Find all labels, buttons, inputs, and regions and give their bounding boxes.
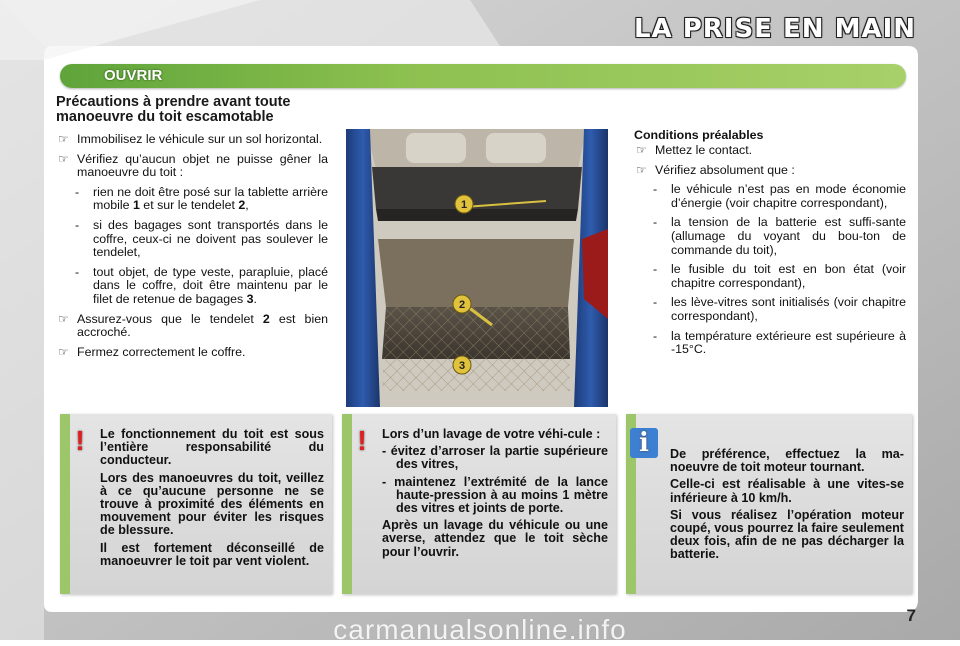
exclamation-icon: !	[75, 425, 85, 456]
warning-paragraph: Il est fortement déconseillé de manoeuvrer le toit par vent violent.	[100, 540, 324, 568]
bullet-text: Immobilisez le véhicule sur un sol horizontal.	[77, 132, 323, 146]
dash-item	[56, 186, 328, 213]
callout-number: 2	[262, 311, 270, 326]
pointing-hand-icon: ☞	[58, 344, 69, 359]
page-number: 7	[906, 606, 916, 625]
dash-item	[634, 216, 906, 257]
dash-marker: -	[75, 264, 80, 279]
left-column	[56, 95, 328, 365]
bullet-text: est bien accroché.	[77, 311, 328, 340]
warning-paragraph: Lors des manoeuvres du toit, veillez à ce qu’aucune personne ne se trouve à proximité des éléments en mouvement pour éviter les risques de blessure.	[100, 470, 324, 538]
warning-text	[100, 428, 324, 572]
bullet-text: Mettez le contact.	[655, 143, 753, 157]
callout-marker-label: 2	[458, 299, 466, 311]
right-column	[634, 128, 906, 363]
bullet-item	[56, 133, 328, 147]
bullet-text: Vérifiez absolument que :	[655, 162, 795, 177]
pointing-hand-icon: ☞	[58, 311, 69, 326]
section-label: OUVRIR	[104, 67, 163, 84]
bullet-text: Fermez correctement le coffre.	[77, 344, 246, 359]
trunk-photo	[346, 129, 608, 407]
callout-number: 3	[246, 291, 254, 306]
bullet-item	[56, 313, 328, 340]
dash-text: et sur le tendelet	[139, 198, 239, 213]
dash-marker: -	[75, 184, 80, 199]
callout-marker-3	[453, 356, 471, 374]
exclamation-icon: !	[357, 425, 367, 456]
callout-number: 1	[132, 198, 140, 213]
info-paragraph: Si vous réalisez l’opération moteur coupé, vous pourrez la faire seulement deux fois, afin de ne pas décharger la batterie.	[670, 507, 904, 562]
precautions-heading: Précautions à prendre avant toute manoeuvre du toit escamotable	[56, 94, 291, 125]
info-paragraph: Celle-ci est réalisable à une vites-se inférieure à 10 km/h.	[670, 477, 904, 505]
dash-item	[634, 330, 906, 357]
pointing-hand-icon: ☞	[636, 162, 647, 177]
info-icon: i	[630, 428, 658, 458]
bullet-text: Vérifiez qu’aucun objet ne puisse gêner la manoeuvre du toit :	[77, 151, 328, 180]
dash-item	[634, 296, 906, 323]
bullet-item	[56, 153, 328, 180]
dash-marker: -	[653, 215, 658, 230]
info-text	[670, 448, 904, 566]
trunk-illustration	[346, 129, 608, 407]
dash-marker: -	[653, 328, 658, 343]
dash-text: le fusible du toit est en bon état (voir chapitre correspondant),	[671, 262, 906, 290]
warning-box-washing	[342, 414, 616, 594]
warning-paragraph: Le fonctionnement du toit est sous l’entière responsabilité du conducteur.	[100, 427, 324, 468]
bullet-item	[634, 164, 906, 178]
info-box-engine-running	[626, 414, 912, 594]
dash-text: la température extérieure est supérieure à -15°C.	[671, 328, 906, 357]
dash-marker: -	[653, 295, 658, 310]
dash-text: .	[253, 291, 257, 306]
callout-marker-label: 1	[460, 199, 468, 211]
bullet-item	[634, 144, 906, 158]
dash-item	[56, 219, 328, 260]
pointing-hand-icon: ☞	[58, 151, 69, 166]
watermark-text: carmanualsonline.info	[333, 614, 627, 645]
pointing-hand-icon: ☞	[636, 143, 647, 157]
dash-item	[634, 183, 906, 210]
dash-text: rien ne doit être posé sur la tablette arrière mobile	[93, 184, 328, 213]
warning-paragraph: Après un lavage du véhicule ou une averse, attendez que le toit sèche pour l’ouvrir.	[382, 518, 608, 559]
warning-box-responsibility	[60, 414, 332, 594]
pointing-hand-icon: ☞	[58, 132, 69, 146]
bullet-item	[56, 346, 328, 360]
dash-text: les lève-vitres sont initialisés (voir chapitre correspondant),	[671, 295, 906, 323]
section-bar	[60, 64, 906, 88]
dash-marker: -	[653, 262, 658, 277]
dash-text: tout objet, de type veste, parapluie, placé dans le coffre, doit être maintenu par le filet de retenue de bagages	[93, 264, 328, 306]
dash-marker: -	[75, 217, 80, 232]
warning-text	[382, 428, 608, 563]
dash-text: la tension de la batterie est suffi-sante (allumage du voyant du bou-ton de commande du toit),	[671, 215, 906, 257]
warning-dash-item: - évitez d’arroser la partie supérieure des vitres,	[382, 444, 608, 472]
callout-number: 2	[238, 198, 246, 213]
dash-marker: -	[653, 182, 658, 197]
prerequisites-heading: Conditions préalables	[634, 128, 764, 142]
callout-marker-label: 3	[458, 360, 466, 372]
dash-text: si des bagages sont transportés dans le coffre, ceux-ci ne doivent pas soulever le tendelet,	[93, 217, 328, 260]
dash-text: ,	[245, 198, 249, 213]
bullet-text: Assurez-vous que le tendelet	[77, 311, 263, 326]
info-paragraph: De préférence, effectuez la ma-noeuvre de toit moteur tournant.	[670, 447, 904, 475]
dash-item	[56, 266, 328, 307]
dash-item	[634, 263, 906, 290]
page-header-title: LA PRISE EN MAIN	[633, 14, 916, 44]
dash-text: le véhicule n’est pas en mode économie d’énergie (voir chapitre correspondant),	[671, 182, 906, 210]
warning-paragraph: Lors d’un lavage de votre véhi-cule :	[382, 427, 601, 441]
warning-dash-item: - maintenez l’extrémité de la lance haute-pression à au moins 1 mètre des vitres et joints de porte.	[382, 474, 608, 516]
